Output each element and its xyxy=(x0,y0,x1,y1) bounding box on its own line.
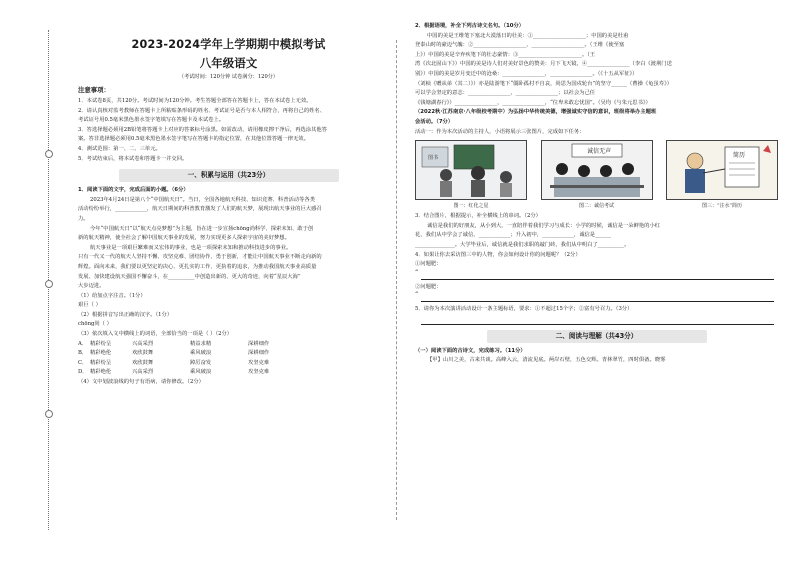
section-heading: 二、阅读与理解（共43分） xyxy=(487,330,707,343)
picture-1 xyxy=(415,140,527,210)
picture-2 xyxy=(541,140,653,210)
passage-line: 大步迈进。 xyxy=(78,283,105,290)
passage-line: 发展、加快建设航天强国不懈奋斗，在__________中创造出新的、更大的奇迹，向着“星辰大海” xyxy=(78,273,301,280)
option-d[interactable]: D． 精彩绝伦 兴高采烈 乘风破浪 攻坚克难 xyxy=(78,369,270,376)
exam-title: 2023-2024学年上学期期中模拟考试 xyxy=(131,38,326,51)
passage-line: 航天事业是一项艰巨繁难而又宏伟的事业，也是一项探索未知和推动科技进步的事业。 xyxy=(90,244,292,251)
activity-intro: 会活动。（7分） xyxy=(415,118,454,125)
question-3: 3．结合图片，根据提示，补全横线上的串词。（2分） xyxy=(415,213,541,220)
answer-field[interactable]: 艰巨（ ） xyxy=(78,302,101,309)
poem-line: 上》）中国的美是辛弃疾笔下的壮志豪情：③________________________。（王 xyxy=(415,51,596,58)
poem-line: 可以学会坚定的意志：________________，________________；以社会为己任 xyxy=(415,90,596,97)
picture-2-label: 诚信无声 xyxy=(586,148,611,156)
note-line: 2．请认真核对监考教师在答题卡上所粘贴条形码的姓名、考试证号是否与本人相符合，再将自己的姓名、 xyxy=(78,107,326,114)
answer-line: 诚信是我们的好朋友，从小到大，一直陪伴着我们学习与成长：小学的时候，诚信是一朵鲜艳的小红 xyxy=(427,222,661,229)
sub-question-2: （2）根据拼音写出正确的汉字。（1分） xyxy=(78,311,173,318)
option-b[interactable]: B． 精彩绝伦 欢欣鼓舞 乘风破浪 深耕细作 xyxy=(78,350,270,357)
notes-heading: 注意事项： xyxy=(78,86,110,94)
picture-3-caption: 图三：“注水”简历 xyxy=(701,203,743,210)
sub-question-1: （1）给加点字注音。（1分） xyxy=(78,292,146,299)
answer-field[interactable]: “ xyxy=(421,292,774,302)
poem-line: （刘桢《赠从弟（其二）》）亦是陆游笔下“僵卧孤村不自哀，尚思为国戍轮台”的坚守______（曹操《龟虽寿》） xyxy=(415,80,673,87)
question-5: 5．请你为本次演讲活动设计一条主题标语，要求：①不超过15个字；②富有号召力。（3分） xyxy=(415,306,633,313)
poem-line: 湾《次北固山下》）中国的美是诗人们对美好景色的赞美：月下飞天镜，④________________（李白《渡荆门送 xyxy=(415,61,672,68)
poem-line: 别》）中国的美是岁月变迁中的沧桑：________________，________________。（《十五从军征》） xyxy=(415,70,638,77)
picture-3 xyxy=(666,140,778,210)
option-c[interactable]: C． 精彩纷呈 欢欣鼓舞 踔厉奋发 攻坚克难 xyxy=(78,359,270,366)
poem-line: 登泰山时的豪迈气魄：②____________________，____________________。（王维《使至塞 xyxy=(415,42,625,49)
note-line: 5．考试结束后，将本试卷和答题卡一并交回。 xyxy=(78,155,188,162)
sub-question-3: （3）依次填入文中横线上的词语，全部恰当的一项是（ ）（2分） xyxy=(78,331,233,338)
section-heading: 一、积累与运用（共23分） xyxy=(119,169,339,182)
question-4: 4．如果让你去采访图三中的人物，你会如何设计你的问题呢？（2分） xyxy=(415,251,581,258)
passage-line: 力。 xyxy=(78,215,89,222)
answer-line[interactable]: _______________。大学毕业后，诚信就是我们求职的敲门砖，我们从中明白了__________。 xyxy=(415,241,630,248)
note-line: 考试证号用0.5毫米黑色墨水签字笔填写在答题卡及本试卷上。 xyxy=(78,117,225,124)
picture-1-caption: 图一：红化之星 xyxy=(453,203,489,210)
passage-line: 今年“中国航天日”以“航天点亮梦想”为主题，旨在进一步宣扬chōng尚科学、探索未知、敢于创 xyxy=(90,225,314,232)
note-line: 4．测试范围：第一、二、三单元。 xyxy=(78,145,161,152)
answer-field[interactable] xyxy=(421,315,774,325)
picture-2-caption: 图二：诚信考试 xyxy=(578,203,614,210)
sub-question-4: （4）文中划波浪线的句子有语病，请你修改。（2分） xyxy=(78,379,204,386)
reading-question-1: （一）阅读下面的古诗文，完成练习。（11分） xyxy=(415,347,526,354)
note-line: 1．本试卷8页，共120分。考试时间为120分钟。考生答题全部答在答题卡上，答在本试卷上无效。 xyxy=(78,98,312,104)
exam-subject: 八年级语文 xyxy=(199,56,258,70)
right-page xyxy=(397,0,794,562)
note-line: 案。答非选择题必须用0.5毫米黑色墨水签字笔写在答题卡的指定位置，在其他位置答题一律无效。 xyxy=(78,136,309,143)
passage-line: 新的航天精神，使全社会了解中国航天事业的发展，努力实现更多人探索宇宙的美好梦想。 xyxy=(78,235,290,242)
note-line: 3．答选择题必须用2B铅笔将答题卡上对应的答案标号涂黑。如需改动，请用橡皮擦干净后，再选涂其他答 xyxy=(78,126,327,133)
answer-label: ①问题肥： xyxy=(415,261,442,268)
passage-line: 只有一代又一代的航天人坚持不懈、攻坚克难、团结协作、勇于创新，才能让中国航天事业不断走向新的 xyxy=(78,254,322,261)
answer-field[interactable]: chōng尚（ ） xyxy=(78,321,112,328)
poem-line: 中国的美是王维笔下塞北大漠落日的壮美：①____________________；中国的美是杜甫 xyxy=(427,32,629,39)
picture-1-label: 图书 xyxy=(428,155,439,162)
question-2-title: 2．根据语境，补全下列古诗文名句。（10分） xyxy=(415,23,525,29)
question-1-title: 1．阅读下面的文字，完成后面的小题。（6分） xyxy=(78,187,189,194)
activity-one: 活动一：作为本次活动的主持人，小语将展示三张图片，完成如下任务： xyxy=(415,128,585,135)
option-a[interactable]: A． 精彩纷呈 兴高采烈 精益求精 深耕细作 xyxy=(78,340,270,347)
reading-passage: 【甲】山川之美，古来共谈。高峰入云，清流见底。两岸石壁，五色交辉。青林翠竹，四时俱备。晓雾 xyxy=(427,357,666,364)
passage-line: 辉煌。面向未来，我们要以更坚定的决心、更扎实的工作、更执着的追求，为推动我国航天事业高质量 xyxy=(78,263,317,270)
poem-line: 《钱塘湖春行》）________________，________________，“位卑未敢忘忧国”。（吴均《与朱元思书》） xyxy=(415,99,651,106)
passage-line: 2023年4月24日是第八个“中国航天日”。当日，全国各地航天科技、知识竞赛、科普活动等各类 xyxy=(90,196,315,203)
passage-line: 活动纷纷举行，____________，航天日期间的科普教育激发了人们的航天梦，展现出航天事业的巨大感召 xyxy=(78,206,322,213)
answer-label: ②问题肥： xyxy=(415,283,442,290)
picture-row xyxy=(415,140,778,210)
activity-intro: （2022秋·江苏南京·八年级校考期中）为弘扬中华传统美德，增强诚实守信的意识，班级将举办主题班 xyxy=(415,109,657,116)
answer-line[interactable]: 花，我们从中学会了诚信，____________；升入初中，____________，诚信是______ xyxy=(415,232,611,239)
answer-field[interactable]: “ xyxy=(421,270,774,280)
exam-meta: （考试时间：120分钟 试卷满分：120分） xyxy=(178,74,279,80)
picture-3-label: 简历 xyxy=(733,152,746,160)
